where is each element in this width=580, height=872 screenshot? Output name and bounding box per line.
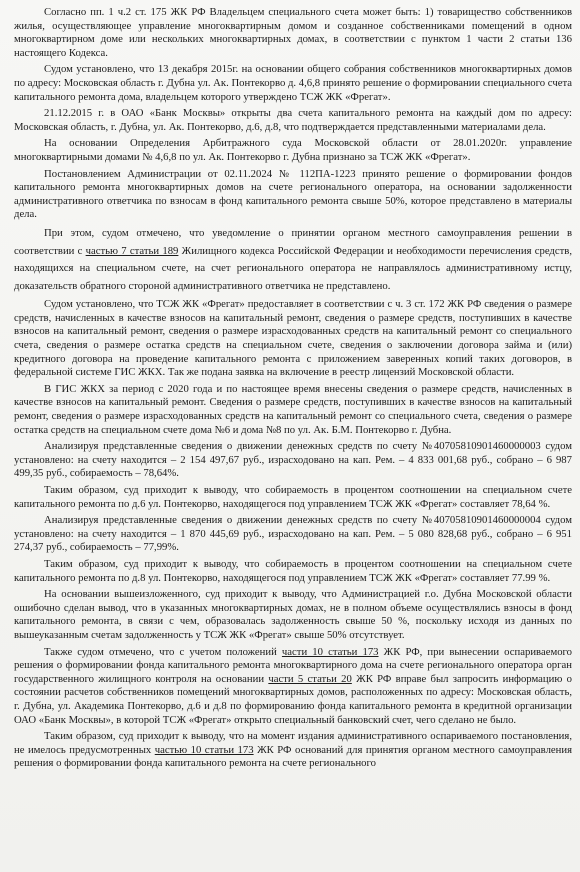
paragraph-collection-rate-6 [14, 484, 572, 511]
paragraph-owner-rule [14, 6, 572, 60]
text-run: ЖК РФ, при вынесении оспариваемого решения о формировании фонда капитального ремонта многоквартирного дома на счете регионального оператора орган государственного жилищного контроля на основании [14, 645, 573, 685]
text-run: Также судом отмечено, что с учетом положений [44, 645, 282, 658]
text-run: На основании вышеизложенного, суд приходит к выводу, что Администрацией г.о. Дубна Московской области ошибочно сделан вывод, что в указанных многоквартирных домах, не в полном объеме осуществлялись взносы в фонд капитального ремонта, в связи с чем, образовалась задолженность свыше 50 %, поскольку исходя из данных по вышеуказанным счетам задолженность у ТСЖ ЖК «Фрегат» свыше 50% отсутствует. [14, 588, 572, 641]
text-run: Судом установлено, что ТСЖ ЖК «Фрегат» предоставляет в соответствии с ч. 3 ст. 172 ЖК РФ сведения о размере средств, начисленных в качестве взносов на капитальный ремонт, сведения о размере средств, поступивших в качестве взносов на капитальный ремонт, сведения о размере израсходованных средств на капитальный ремонт со специального счета, сведения о размере остатка средств на специальном счете, сведения о заключении договора займа и (или) кредитного договора на проведение капитального ремонта с приложением заверенных копий таких договоров, в федеральной системе ГИС ЖКХ. Так же подана заявка на включение в реестр лицензий Московской области. [14, 298, 572, 379]
paragraph-administration-resolution [14, 168, 572, 222]
paragraph-notification [14, 225, 572, 295]
text-run: Жилищного кодекса Российской Федерации и необходимости перечисления средств, находящихся на специальном счете, на счет регионального оператора не направлялось административному истцу, доказательств обратного стороной административного ответчика не представлено. [14, 244, 572, 292]
text-run: Согласно пп. 1 ч.2 ст. 175 ЖК РФ Владельцем специального счета может быть: 1) товарищество собственников жилья, осуществляющее управление многоквартирным домом и созданное собственниками помещений в одном многоквартирном доме или нескольких многоквартирных домах, в соответствии с пунктом 1 части 2 статьи 136 настоящего Кодекса. [14, 6, 572, 59]
text-run: Анализируя представленные сведения о движении денежных средств по счету №40705810901460000003 судом установлено: на счету находится – 2 154 497,67 руб., израсходовано на кап. Рем. – 4 833 001,68 руб., собрано – 6 987 499,35 руб., собираемость – 78,64%. [14, 440, 572, 480]
paragraph-final-conclusion [14, 730, 572, 771]
legal-reference-link: частью 7 статьи 189 [85, 244, 179, 257]
paragraph-collection-rate-8 [14, 558, 572, 585]
text-run: Судом установлено, что 13 декабря 2015г. на основании общего собрания собственников многоквартирных домов по адресу: Московская область г. Дубна ул. Ак. Понтекорво д. 4,6,8 принято решение о формировании специального счета капитального ремонта дома, владельцем которого утверждено ТСЖ ЖК «Фрегат». [14, 63, 572, 103]
text-run: ЖК РФ оснований для принятия органом местного самоуправления решения о формировании фонда капитального ремонта на счете регионального [14, 743, 573, 770]
legal-reference-link: частью 10 статьи 173 [154, 743, 254, 756]
text-run: На основании Определения Арбитражного суда Московской области от 28.01.2020г. управление многоквартирными домами № 4,6,8 по ул. Ак. Понтекорво г. Дубна признано за ТСЖ ЖК «Фрегат». [14, 137, 572, 163]
text-run: Таким образом, суд приходит к выводу, что собираемость в процентом соотношении на специальном счете капитального ремонта по д.8 ул. Понтекорво, находящегося под управлением ТСЖ ЖК «Фрегат» составляет 77.99 %. [14, 557, 572, 584]
paragraph-meeting-decision [14, 63, 572, 104]
legal-reference-link: части 10 статьи 173 [281, 645, 379, 658]
text-run: Таким образом, суд приходит к выводу, что на момент издания административного оспариваемого постановления, не имелось предусмотренных [14, 730, 572, 756]
paragraph-gis-reporting [14, 298, 572, 380]
paragraph-account-analysis-8 [14, 514, 572, 555]
paragraph-account-analysis-6 [14, 440, 572, 481]
legal-reference-link: части 5 статьи 20 [268, 672, 352, 685]
text-run: Таким образом, суд приходит к выводу, что собираемость в процентом соотношении на специальном счете капитального ремонта по д.6 ул. Понтекорво, находящегося под управлением ТСЖ ЖК «Фрегат» составляет 78,64 %. [14, 484, 572, 510]
paragraph-bank-accounts [14, 107, 572, 134]
paragraph-conclusion-no-debt [14, 588, 572, 642]
text-run: 21.12.2015 г. в ОАО «Банк Москвы» открыты два счета капитального ремонта на каждый дом по адресу: Московская область, г. Дубна, ул. Ак. Понтекорво, д.6, д.8, что подтверждается представленными материалами дела. [14, 107, 572, 133]
text-run: В ГИС ЖКХ за период с 2020 года и по настоящее время внесены сведения о размере средств, начисленных в качестве взносов на капитальный ремонт. Сведения о размере средств, поступивших в качестве взносов на капитальный ремонт, сведения о размере израсходованных средств на капитальный ремонт со специального счета, сведения о размере остатка средств на специальном счете дома №6 и дома №8 по ул. Ак. Б.М. Понтекорво г. Дубна. [14, 382, 572, 436]
text-run: При этом, судом отмечено, что уведомление о принятии органом местного самоуправления решении в соответствии с [14, 226, 572, 257]
paragraph-arbitration-ruling [14, 137, 572, 164]
text-run: ЖК РФ вправе был запросить информацию о состоянии расчетов собственников помещений многоквартирных домов, расположенных по адресу: Московская область, г. Дубна, ул. Академика Понтекорво, д.6 и д.8 по формированию фонда капитального ремонта в кредитной организации ОАО «Банк Москвы», в которой ТСЖ «Фрегат» открыто специальный банковский счет, чего сделано не было. [14, 672, 572, 726]
text-run: Анализируя представленные сведения о движении денежных средств по счету №40705810901460000004 судом установлено: на счету находится – 1 870 445,69 руб., израсходовано на кап. Рем. – 5 080 828,68 руб., собрано – 6 951 274,37 руб., собираемость – 77,99%. [14, 514, 572, 554]
paragraph-housing-control [14, 646, 572, 728]
paragraph-gis-period [14, 383, 572, 437]
text-run: Постановлением Администрации от 02.11.2024 № 112ПА-1223 принято решение о формировании фондов капитального ремонта многоквартирных домов на счете регионального оператора, на основании задолженности административного ответчика по взносам в фонд капитального ремонта свыше 50%, которое представлено в материалы дела. [14, 167, 572, 221]
